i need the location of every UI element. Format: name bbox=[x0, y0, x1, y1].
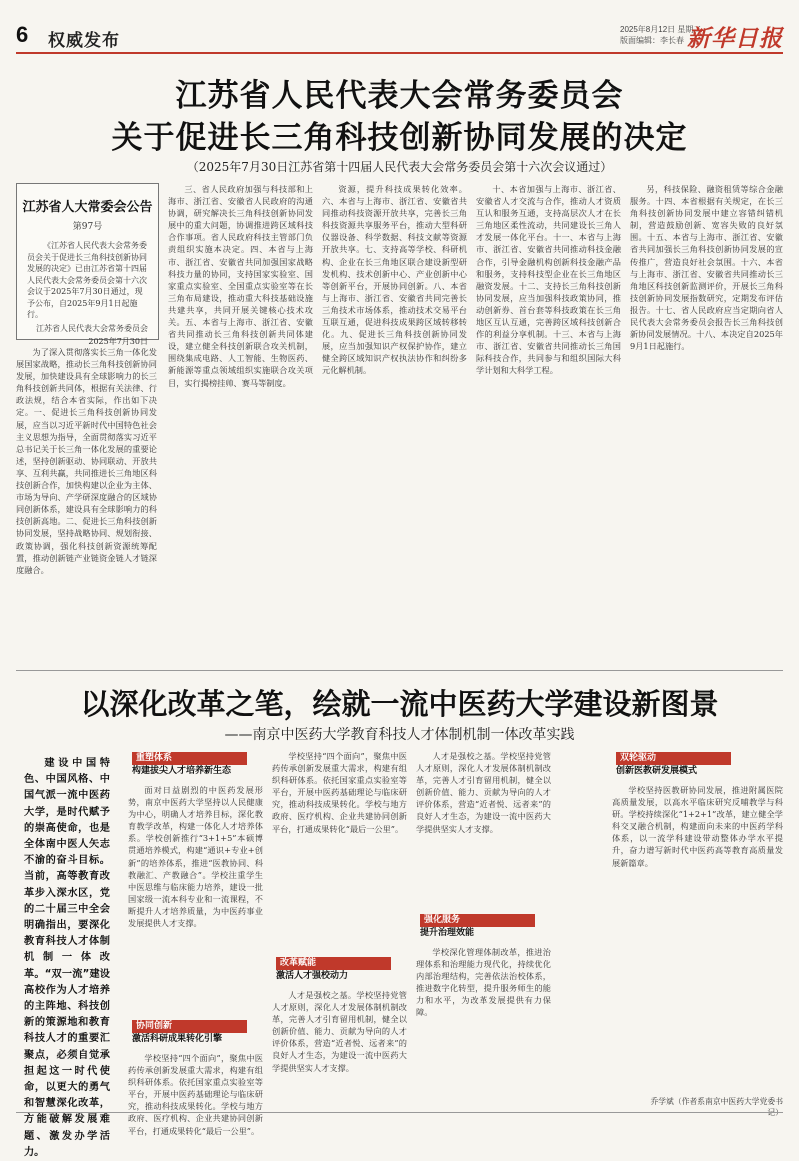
feature-text: 人才是强校之基。学校坚持党管人才原则，深化人才发展体制机制改革，完善人才引育留用机制，健全以创新价值、能力、贡献为导向的人才评价体系，营造“近者悦、远者来”的良好人才生态，为建设一流中医药大学提供坚实人才支撑。 bbox=[272, 990, 407, 1073]
section-tag-4 bbox=[416, 912, 539, 942]
feature-column-4 bbox=[612, 784, 783, 1092]
bottom-rule bbox=[16, 1112, 783, 1113]
decision-column-3 bbox=[322, 183, 467, 662]
feature-column-3 bbox=[416, 750, 551, 910]
decision-text: 资源，提升科技成果转化效率。六、本省与上海市、浙江省、安徽省共同推动科技资源开放共享，完善长三角科技资源共享服务平台，推动大型科研仪器设备、科学数据、科技文献等资源开放共享。七、支持高等学校、科研机构、企业在长三角地区联合建设新型研发机构、技术创新中心、产业创新中心等创新平台，开展协同创新。八、本省与上海市、浙江省、安徽省共同完善长三角技术市场体系，推动技术交易平台互联互通，促进科技成果跨区域转移转化。九、促进长三角科技创新协同发展，应当加强知识产权保护协作，建立健全跨区域知识产权执法协作和纠纷多元化解机制。 bbox=[322, 184, 467, 376]
page-header bbox=[16, 16, 783, 54]
tag-title: 提升治理效能 bbox=[420, 928, 475, 938]
decision-column-4 bbox=[476, 183, 621, 662]
feature-text: 学校坚持“四个面向”，聚焦中医药传承创新发展重大需求，构建有组织科研体系。依托国家重点实验室等平台，开展中医药基础理论与临床研究，推动科技成果转化。学校与地方政府、医疗机构、企业共建协同创新平台，打通成果转化“最后一公里”。 bbox=[272, 751, 407, 834]
newspaper-logo: 新华日报 bbox=[687, 25, 783, 52]
decision-text: 为了深入贯彻落实长三角一体化发展国家战略，推动长三角科技创新协同发展，加快建设具有全球影响力的长三角科技创新共同体，根据有关法律、行政法规，结合本省实际，作出如下决定。一、促进长三角科技创新协同发展，应当以习近平新时代中国特色社会主义思想为指导，全面贯彻落实习近平总书记关于长三角一体化发展的重要论述，坚持创新驱动、协同联动、开放共享、互利共赢，共同推进长三角地区科技创新合作，加快构建以企业为主体、市场为导向、产学研深度融合的区域协同创新体系，建设具有全球影响力的科技创新高地。二、促进长三角科技创新协同发展，坚持战略协同、规划衔接、政策协调，强化科技创新资源统筹配置，推动创新链产业链资金链人才链深度融合。 bbox=[16, 347, 157, 575]
section-divider bbox=[16, 670, 783, 671]
announcement-signer: 江苏省人民代表大会常务委员会 bbox=[36, 323, 148, 333]
feature-column-3b bbox=[416, 946, 551, 1108]
headline-line-1: 江苏省人民代表大会常务委员会 bbox=[175, 78, 624, 114]
feature-column-2 bbox=[272, 750, 407, 950]
editor-line: 版面编辑：李长春 bbox=[620, 36, 684, 45]
section-tag-5 bbox=[612, 750, 735, 780]
tag-title: 创新医教研发展模式 bbox=[616, 766, 698, 776]
decision-text: 三、省人民政府加强与科技部和上海市、浙江省、安徽省人民政府的沟通协调，研究解决长三角科技创新协同发展中的重大问题，协调推进跨区域科技合作事项。省人民政府科技主管部门负责组织实施本决定。四、本省与上海市、浙江省、安徽省共同加强国家战略科技力量的协同，支持国家实验室、国家重点实验室、全国重点实验室等在长三角布局建设，推动重大科技基础设施共建共享，共同开展关键核心技术攻关。五、本省与上海市、浙江省、安徽省共同推动长三角科技创新共同体建设，建立健全科技创新联合攻关机制，围绕集成电路、人工智能、生物医药、新能源等重点领域组织实施联合攻关项目，实行揭榜挂帅、赛马等制度。 bbox=[168, 184, 313, 388]
section-title: 权威发布 bbox=[48, 31, 120, 50]
author-signature: 乔学斌（作者系南京中医药大学党委书 bbox=[650, 1097, 783, 1106]
headline-subtitle: （2025年7月30日江苏省第十四届人民代表大会常务委员会第十六次会议通过） bbox=[186, 160, 613, 174]
decision-column-2 bbox=[168, 183, 313, 662]
section-tag-2 bbox=[128, 1018, 251, 1048]
feature-text: 学校坚持“四个面向”，聚焦中医药传承创新发展重大需求，构建有组织科研体系。依托国家重点实验室等平台，开展中医药基础理论与临床研究，推动科技成果转化。学校与地方政府、医疗机构、企业共建协同创新平台，打通成果转化“最后一公里”。 bbox=[128, 1053, 263, 1136]
tag-label: 强化服务 bbox=[420, 914, 535, 927]
tag-label: 重塑体系 bbox=[132, 752, 247, 765]
tag-title: 激活人才强校动力 bbox=[276, 971, 349, 981]
date-line: 2025年8月12日 星期二 bbox=[620, 25, 702, 34]
section-tag-3 bbox=[272, 955, 395, 985]
tag-label: 改革赋能 bbox=[276, 957, 391, 970]
page-number: 6 bbox=[16, 22, 29, 47]
announcement-number: 第97号 bbox=[72, 222, 103, 232]
feature-subtitle: ——南京中医药大学教育科技人才体制机制一体改革实践 bbox=[224, 727, 575, 743]
decision-column-1 bbox=[16, 346, 157, 662]
decision-text: 另，科技保险、融资租赁等综合金融服务。十四、本省根据有关规定，在长三角科技创新协同发展中建立容错纠错机制，营造鼓励创新、宽容失败的良好氛围。十五、本省与上海市、浙江省、安徽省共同加强长三角科技创新协同发展的宣传推广，营造良好社会氛围。十六、本省与上海市、浙江省、安徽省共同推动长三角地区科技创新监测评价，开展长三角科技创新协同发展指数研究，定期发布评估报告。十七、省人民政府应当定期向省人民代表大会常务委员会报告长三角科技创新协同发展情况。十八、本决定自2025年9月1日起施行。 bbox=[630, 184, 783, 352]
tag-label: 协同创新 bbox=[132, 1020, 247, 1033]
feature-text: 学校深化管理体制改革，推进治理体系和治理能力现代化，持续优化内部治理结构，完善依法治校体系，推进数字化转型，提升服务师生的能力和水平，为改革发展提供有力保障。 bbox=[416, 947, 551, 1018]
feature-lead: 建设中国特色、中国风格、中国气派一流中医药大学，是时代赋予的崇高使命，也是全体南中医人矢志不渝的奋斗目标。当前，高等教育改革步入深水区，党的二十届三中全会明确指出，要深化教育科技人才体制机制一体改革。“双一流”建设高校作为人才培养的主阵地、科技创新的策源地和教育科技人才的重要汇聚点，必须自觉承担起这一时代使命，以更大的勇气和智慧深化改革，方能破解发展难题、激发办学活力。 bbox=[24, 758, 110, 1158]
announcement-body: 《江苏省人民代表大会常务委员会关于促进长三角科技创新协同发展的决定》已由江苏省第十四届人民代表大会常务委员会第十六次会议于2025年7月30日通过，现予公布，自2025年9月1日起施行。 bbox=[27, 241, 147, 319]
feature-column-1 bbox=[128, 784, 263, 1014]
announcement-box bbox=[16, 183, 159, 346]
tag-title: 激活科研成果转化引擎 bbox=[132, 1034, 223, 1044]
headline-line-2: 关于促进长三角科技创新协同发展的决定 bbox=[111, 120, 688, 156]
section-tag-1 bbox=[128, 750, 251, 780]
announcement-title: 江苏省人大常委会公告 bbox=[22, 200, 153, 215]
tag-label: 双轮驱动 bbox=[616, 752, 731, 765]
feature-column-2b bbox=[272, 989, 407, 1108]
feature-column-1b bbox=[128, 1052, 263, 1136]
feature-text: 人才是强校之基。学校坚持党管人才原则，深化人才发展体制机制改革，完善人才引育留用机制，健全以创新价值、能力、贡献为导向的人才评价体系，营造“近者悦、远者来”的良好人才生态，为建设一流中医药大学提供坚实人才支撑。 bbox=[416, 751, 551, 834]
announcement-date: 2025年7月30日 bbox=[88, 337, 148, 346]
feature-headline: 以深化改革之笔，绘就一流中医药大学建设新图景 bbox=[80, 687, 719, 721]
tag-title: 构建拔尖人才培养新生态 bbox=[132, 766, 232, 776]
feature-text: 学校坚持医教研协同发展，推进附属医院高质量发展，以高水平临床研究反哺教学与科研。学校持续深化“1+2+1”改革，建立健全学科交叉融合机制，构建面向未来的中医药学科体系，以一流学科建设带动整体办学水平提升，奋力谱写新时代中医药高等教育高质量发展新篇章。 bbox=[612, 785, 783, 868]
decision-column-5 bbox=[630, 183, 783, 662]
feature-text: 面对日益剧烈的中医药发展形势，南京中医药大学坚持以人民健康为中心，明确人才培养目标，深化教育教学改革，构建一体化人才培养体系。学校创新推行“3+1+5”本硕博贯通培养模式，构建“通识+专业+创新”的培养体系，推进“医教协同、科教融汇、产教融合”。学校注重学生中医思维与临床能力培养，建设一批国家级一流本科专业和一流课程，不断提升人才培养质量，为中医药事业发展提供人才支撑。 bbox=[128, 785, 263, 929]
decision-text: 十、本省加强与上海市、浙江省、安徽省人才交流与合作，推动人才资质互认和服务互通，支持高层次人才在长三角地区柔性流动，共同建设长三角人才发展一体化平台。十一、本省与上海市、浙江省、安徽省共同推动科技金融合作，引导金融机构创新科技金融产品和服务，支持科技型企业在长三角地区融资发展。十二、支持长三角科技创新协同发展，应当加强科技政策协同，推动创新券、首台套等科技政策在长三角地区互认互通，完善跨区域科技创新合作的利益分享机制。十三、本省与上海市、浙江省、安徽省共同推动长三角国际科技合作，共同参与和组织国际大科学计划和大科学工程。 bbox=[476, 184, 621, 376]
